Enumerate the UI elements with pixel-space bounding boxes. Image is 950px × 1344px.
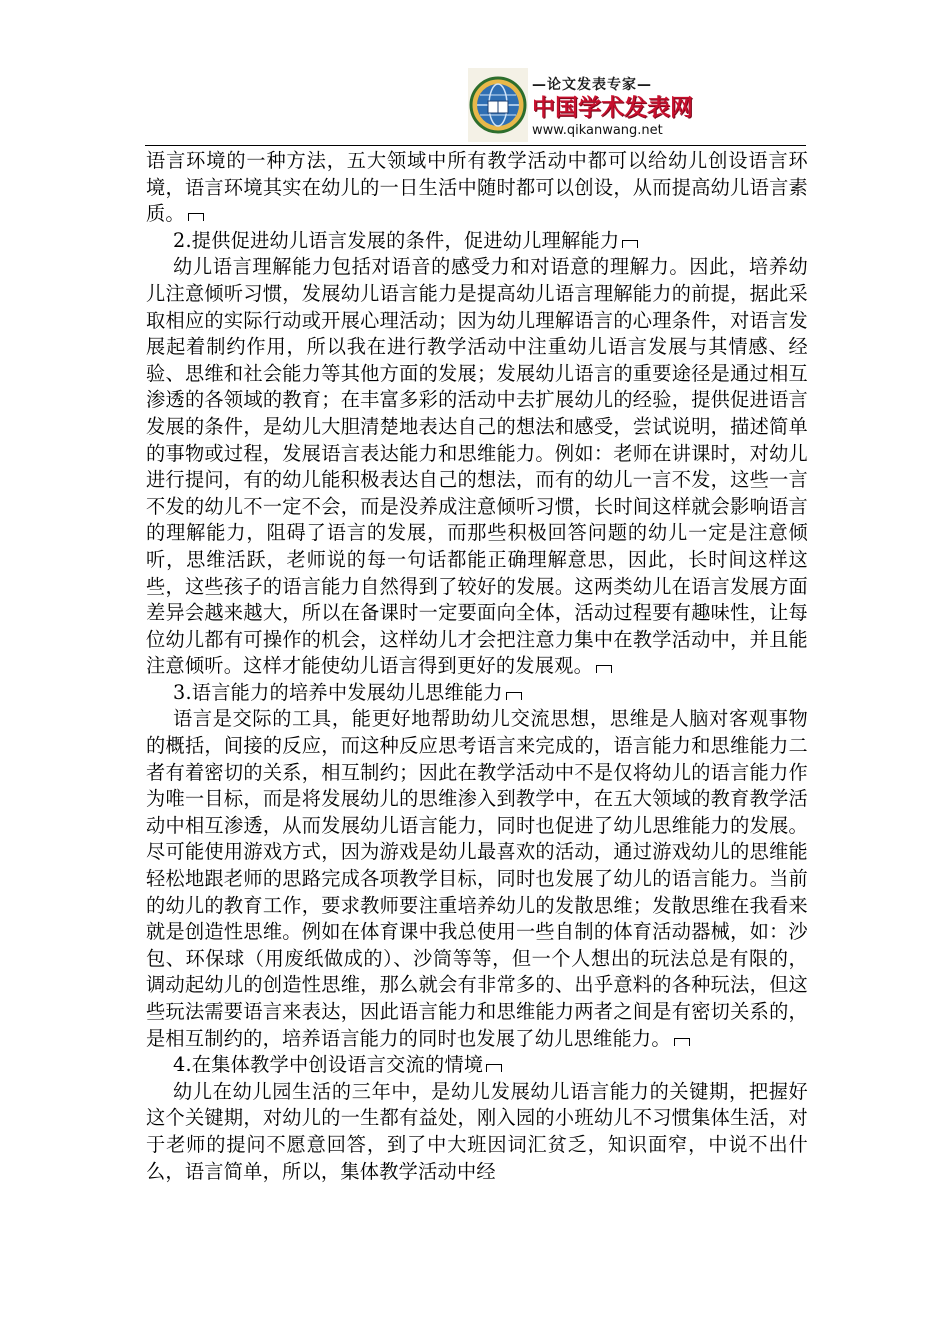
- paragraph-mark-icon: [622, 240, 638, 248]
- section-heading-3: 3.语言能力的培养中发展幼儿思维能力: [146, 680, 808, 707]
- document-body: [146, 148, 808, 1185]
- paragraph-section-4: 幼儿在幼儿园生活的三年中，是幼儿发展幼儿语言能力的关键期，把握好这个关键期，对幼儿的一生都有益处，刚入园的小班幼儿不习惯集体生活，对于老师的提问不愿意回答，到了中大班因词汇贫乏，知识面窄，中说不出什么，语言简单，所以，集体教学活动中经: [146, 1079, 808, 1183]
- logo-tagline: —论文发表专家—: [532, 77, 652, 93]
- paragraph-section-2: 幼儿语言理解能力包括对语音的感受力和对语意的理解力。因此，培养幼儿注意倾听习惯，发展幼儿语言能力是提高幼儿语言理解能力的前提，据此采取相应的实际行动或开展心理活动；因为幼儿理解语言的心理条件，对语言发展起着制约作用，所以我在进行教学活动中注重幼儿语言发展与其情感、经验、思维和社会能力等其他方面的发展；发展幼儿语言的重要途径是通过相互渗透的各领域的教育；在丰富多彩的活动中去扩展幼儿的经验，提供促进语言发展的条件，是幼儿大胆清楚地表达自己的想法和感受，尝试说明，描述简单的事物或过程，发展语言表达能力和思维能力。例如：老师在讲课时，对幼儿进行提问，有的幼儿能积极表达自己的想法，而有的幼儿一言不发，这些一言不发的幼儿不一定不会，而是没养成注意倾听习惯，长时间这样就会影响语言的理解能力，阻碍了语言的发展，而那些积极回答问题的幼儿一定是注意倾听，思维活跃，老师说的每一句话都能正确理解意思，因此，长时间这样这些，这些孩子的语言能力自然得到了较好的发展。这两类幼儿在语言发展方面差异会越来越大，所以在备课时一定要面向全体，活动过程要有趣味性，让每位幼儿都有可操作的机会，这样幼儿才会把注意力集中在教学活动中，并且能注意倾听。这样才能使幼儿语言得到更好的发展观。: [146, 255, 808, 678]
- paragraph-section-3: 语言是交际的工具，能更好地帮助幼儿交流思想，思维是人脑对客观事物的概括，间接的反应，而这种反应思考语言来完成的，语言能力和思维能力二者有着密切的关系，相互制约；因此在教学活动中不是仅将幼儿的语言能力作为唯一目标，而是将发展幼儿的思维渗入到教学中，在五大领域的教育教学活动中相互渗透，从而发展幼儿语言能力，同时也促进了幼儿思维能力的发展。尽可能使用游戏方式，因为游戏是幼儿最喜欢的活动，通过游戏幼儿的思维能轻松地跟老师的思路完成各项教学目标，同时也发展了幼儿的语言能力。当前的幼儿的教育工作，要求教师要注重培养幼儿的发散思维；发散思维在我看来就是创造性思维。例如在体育课中我总使用一些自制的体育活动器械，如：沙包、环保球（用废纸做成的）、沙筒等等，但一个人想出的玩法总是有限的，调动起幼儿的创造性思维，那么就会有非常多的、出乎意料的各种玩法，但这些玩法需要语言来表达，因此语言能力和思维能力两者之间是有密切关系的，是相互制约的，培养语言能力的同时也发展了幼儿思维能力。: [146, 707, 808, 1050]
- globe-emblem-icon: [468, 68, 528, 142]
- paragraph-intro: 语言环境的一种方法，五大领域中所有教学活动中都可以给幼儿创设语言环境，语言环境其实在幼儿的一日生活中随时都可以创设，从而提高幼儿语言素质。: [146, 149, 808, 226]
- logo-url: www.qikanwang.net: [532, 123, 663, 138]
- paragraph-mark-icon: [674, 1038, 690, 1046]
- paragraph-mark-icon: [506, 692, 522, 700]
- site-logo: [468, 68, 696, 142]
- paragraph-mark-icon: [596, 665, 612, 673]
- section-heading-2: 2.提供促进幼儿语言发展的条件，促进幼儿理解能力: [146, 228, 808, 255]
- section-heading-4: 4.在集体教学中创设语言交流的情境: [146, 1052, 808, 1079]
- header-rule: [145, 145, 806, 146]
- logo-site-name: 中国学术发表网: [532, 95, 693, 121]
- paragraph-mark-icon: [486, 1064, 502, 1072]
- paragraph-mark-icon: [188, 213, 204, 221]
